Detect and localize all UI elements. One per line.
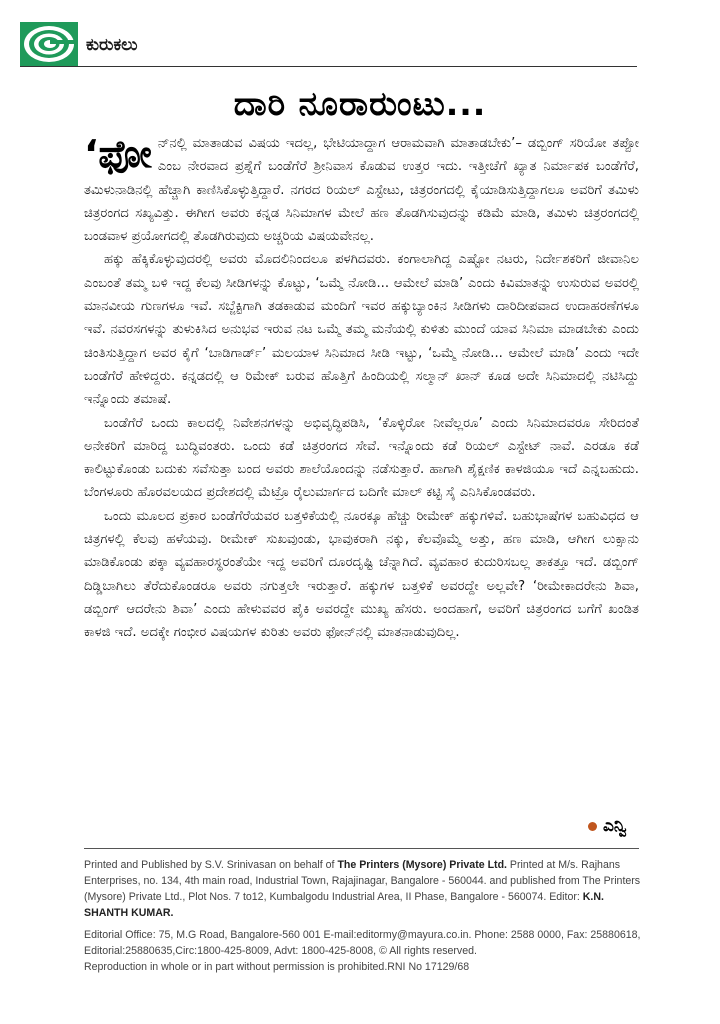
page-header (20, 18, 637, 68)
imprint-footer (84, 857, 649, 975)
drop-cap: ‘ಫೋ (84, 132, 152, 176)
imprint-text: Printed and Published by S.V. Srinivasan on behalf of (84, 859, 338, 871)
author-name: ಎನ್ವಿ (603, 816, 627, 836)
bullet-dot-icon (588, 822, 597, 831)
reproduction-notice: Reproduction in whole or in part without permission is prohibited.RNI No 17129/68 (84, 961, 470, 973)
section-label: ಕುರುಕಲು (86, 35, 138, 55)
article-paragraph: ಬಂಡೆಗೆರೆ ಒಂದು ಕಾಲದಲ್ಲಿ ನಿವೇಶನಗಳನ್ನು ಅಭಿವೃದ್ಧಿಪಡಿಸಿ, ‘ಕೊಳ್ಳಿರೋ ನೀವೆಲ್ಲರೂ’ ಎಂದು ಸಿನಿಮಾದವರೂ ಸೇರಿದಂತೆ ಅನೇಕರಿಗೆ ಮಾರಿದ್ದ ಬುದ್ಧಿವಂತರು. ಒಂದು ಕಡೆ ಚಿತ್ರರಂಗದ ಸೇವೆ. ಇನ್ನೊಂದು ಕಡೆ ರಿಯಲ್ ಎಸ್ಟೇಟ್ ನಾವೆ. ಎರಡೂ ಕಡೆ ಕಾಲಿಟ್ಟುಕೊಂಡು ಬದುಕು ಸವೆಸುತ್ತಾ ಬಂದ ಅವರು ಶಾಲೆಯೊಂದನ್ನು ನಡೆಸುತ್ತಾರೆ. ಹಾಗಾಗಿ ಶೈಕ್ಷಣಿಕ ಕಾಳಜಿಯೂ ಇದೆ ಎನ್ನಬಹುದು. ಬೆಂಗಳೂರು ಹೊರವಲಯದ ಪ್ರದೇಶದಲ್ಲಿ ಮೆಟ್ರೊ ರೈಲುಮಾರ್ಗದ ಬದಿಗೇ ಮಾಲ್ ಕಟ್ಟಿ ಸೈ ಎನಿಸಿಕೊಂಡವರು. (84, 415, 639, 501)
article-paragraph: ಒಂದು ಮೂಲದ ಪ್ರಕಾರ ಬಂಡೆಗೆರೆಯವರ ಬತ್ತಳಿಕೆಯಲ್ಲಿ ನೂರಕ್ಕೂ ಹೆಚ್ಚು ರೀಮೇಕ್ ಹಕ್ಕುಗಳಿವೆ. ಬಹುಭಾಷೆಗಳ ಬಹುವಿಧದ ಆ ಚಿತ್ರಗಳಲ್ಲಿ ಕೆಲವು ಹಳೆಯವು. ರೀಮೇಕ್ ಸುಖವುಂಡು, ಭಾವುಕರಾಗಿ ನಕ್ಕು, ಕೆಲವೊಮ್ಮೆ ಅತ್ತು, ಹಣ ಮಾಡಿ, ಆಗೀಗ ಲುಕ್ಸಾನು ಮಾಡಿಕೊಂಡು ಪಕ್ಕಾ ವ್ಯವಹಾರಸ್ಥರಂತೆಯೇ ಇದ್ದ ಅವರಿಗೆ ದೂರದೃಷ್ಟಿ ಚೆನ್ನಾಗಿದೆ. ವ್ಯವಹಾರ ಕುದುರಿಸಬಲ್ಲ ತಾಕತ್ತೂ ಇದೆ. ಡಬ್ಬಿಂಗ್ ದಿಡ್ಡಿಬಾಗಿಲು ತೆರೆದುಕೊಂಡರೂ ಅವರು ನಗುತ್ತಲೇ ಇರುತ್ತಾರೆ. ಹಕ್ಕುಗಳ ಬತ್ತಳಿಕೆ ಅವರದ್ದೇ ಅಲ್ಲವೇ? ‘ರೀಮೇಕಾದರೇನು ಶಿವಾ, ಡಬ್ಬಿಂಗ್ ಆದರೇನು ಶಿವಾ’ ಎಂದು ಹೇಳುವವರ ಪೈಕಿ ಅವರದ್ದೇ ಮುಖ್ಯ ಹೆಸರು. ಅಂದಹಾಗೆ, ಅವರಿಗೆ ಚಿತ್ರರಂಗದ ಬಗೆಗೆ ಖಂಡಿತ ಕಾಳಜಿ ಇದೆ. ಅದಕ್ಕೇ ಗಂಭೀರ ವಿಷಯಗಳ ಕುರಿತು ಅವರು ಫೋನ್‌ನಲ್ಲಿ ಮಾತನಾಡುವುದಿಲ್ಲ. (84, 508, 639, 641)
article-paragraph (84, 132, 639, 248)
paragraph-text: ನ್‌ನಲ್ಲಿ ಮಾತಾಡುವ ವಿಷಯ ಇದಲ್ಲ, ಭೇಟಿಯಾದ್ದಾಗ ಆರಾಮವಾಗಿ ಮಾತಾಡಬೇಕು’– ಡಬ್ಬಿಂಗ್ ಸರಿಯೋ ತಪ್ಪೋ ಎಂಬ ನೇರವಾದ ಪ್ರಶ್ನೆಗೆ ಬಂಡೆಗೆರೆ ಶ್ರೀನಿವಾಸ ಕೊಡುವ ಉತ್ತರ ಇದು. ಇತ್ತೀಚೆಗೆ ಖ್ಯಾತ ನಿರ್ಮಾಪಕ ಬಂಡೆಗೆರೆ, ತಮಿಳುನಾಡಿನಲ್ಲಿ ಹೆಚ್ಚಾಗಿ ಕಾಣಿಸಿಕೊಳ್ಳುತ್ತಿದ್ದಾರೆ. ನಗರದ ರಿಯಲ್ ಎಸ್ಟೇಟು, ಚಿತ್ರರಂಗದಲ್ಲಿ ಕೈಯಾಡಿಸುತ್ತಿದ್ದಾಗಲೂ ಅವರಿಗೆ ತಮಿಳು ಚಿತ್ರರಂಗದ ಸಖ್ಯವಿತ್ತು. ಈಗೀಗ ಅವರು ಕನ್ನಡ ಸಿನಿಮಾಗಳ ಮೇಲೆ ಹಣ ತೊಡಗಿಸುವುದನ್ನು ಕಡಿಮೆ ಮಾಡಿ, ತಮಿಳು ಚಿತ್ರರಂಗದಲ್ಲಿ ಬಂಡವಾಳ ಪ್ರಯೋಗದಲ್ಲಿ ತೊಡಗಿರುವುದು ಅಚ್ಚರಿಯ ವಿಷಯವೇನಲ್ಲ. (84, 136, 639, 245)
article-paragraph: ಹಕ್ಕು ಹೆಕ್ಕಿಕೊಳ್ಳುವುದರಲ್ಲಿ ಅವರು ಮೊದಲಿನಿಂದಲೂ ಪಳಗಿದವರು. ಕಂಗಾಲಾಗಿದ್ದ ಎಷ್ಟೋ ನಟರು, ನಿರ್ದೇಶಕರಿಗೆ ಜೀವಾನಿಲ ಎಂಬಂತೆ ತಮ್ಮ ಬಳಿ ಇದ್ದ ಕೆಲವು ಸೀಡಿಗಳನ್ನು ಕೊಟ್ಟು, ‘ಒಮ್ಮೆ ನೋಡಿ... ಆಮೇಲೆ ಮಾಡಿ’ ಎಂದು ಕಿವಿಮಾತನ್ನು ಉಸುರುವ ಅವರಲ್ಲಿ ಮಾನವೀಯ ಗುಣಗಳೂ ಇವೆ. ಸಬ್ಜೆಕ್ಟಿಗಾಗಿ ತಡಕಾಡುವ ಮಂದಿಗೆ ಇವರ ಹಕ್ಕುಬ್ಯಾಂಕಿನ ಸೀಡಿಗಳು ದಾರಿದೀಪವಾದ ಉದಾಹರಣೆಗಳೂ ಇವೆ. ನವರಸಗಳನ್ನು ತುಳುಕಿಸಿದ ಅನುಭವ ಇರುವ ನಟ ಒಮ್ಮೆ ತಮ್ಮ ಮನೆಯಲ್ಲಿ ಕುಳಿತು ಮುಂದೆ ಯಾವ ಸಿನಿಮಾ ಮಾಡಬೇಕು ಎಂದು ಚಿಂತಿಸುತ್ತಿದ್ದಾಗ ಅವರ ಕೈಗೆ ‘ಬಾಡಿಗಾರ್ಡ್’ ಮಲಯಾಳ ಸಿನಿಮಾದ ಸೀಡಿ ಇಟ್ಟು, ‘ಒಮ್ಮೆ ನೋಡಿ... ಆಮೇಲೆ ಮಾಡಿ’ ಎಂದು ಇದೇ ಬಂಡೆಗೆರೆ ಹೇಳಿದ್ದರು. ಕನ್ನಡದಲ್ಲಿ ಆ ರಿಮೇಕ್ ಬರುವ ಹೊತ್ತಿಗೆ ಹಿಂದಿಯಲ್ಲಿ ಸಲ್ಮಾನ್ ಖಾನ್ ಕೂಡ ಅದೇ ಸಿನಿಮಾದಲ್ಲಿ ನಟಿಸಿದ್ದು ಇನ್ನೊಂದು ತಮಾಷೆ. (84, 252, 639, 408)
publisher-name: The Printers (Mysore) Private Ltd. (337, 859, 507, 871)
spiral-logo-icon (20, 22, 78, 66)
article-body (84, 132, 639, 645)
footer-divider (84, 848, 639, 849)
imprint-text: Printed at M/s. Rajhans Enterprises, no. 134, 4th main road, Industrial Town, Rajajinagar, Bangalore - 560044. and published from The Printers (Mysore) Private Ltd., Plot Nos. 7 to12, Kumbalgodu Industrial Area, II Phase, Bangalore - 560074. Editor: (84, 859, 641, 903)
author-signature (588, 816, 626, 836)
editor-name: K.N. SHANTH KUMAR. (84, 891, 604, 919)
imprint-line (84, 857, 649, 921)
article-title: ದಾರಿ ನೂರಾರುಂಟು... (233, 84, 487, 123)
header-divider (20, 66, 637, 67)
editorial-office-line: Editorial Office: 75, M.G Road, Bangalore-560 001 E-mail:editormy@mayura.co.in. Phone: 2588 0000, Fax: 25880618, Editorial:25880635,Circ:1800-425-8009, Advt: 1800-425-8008, © All rights reserved. (84, 929, 641, 957)
